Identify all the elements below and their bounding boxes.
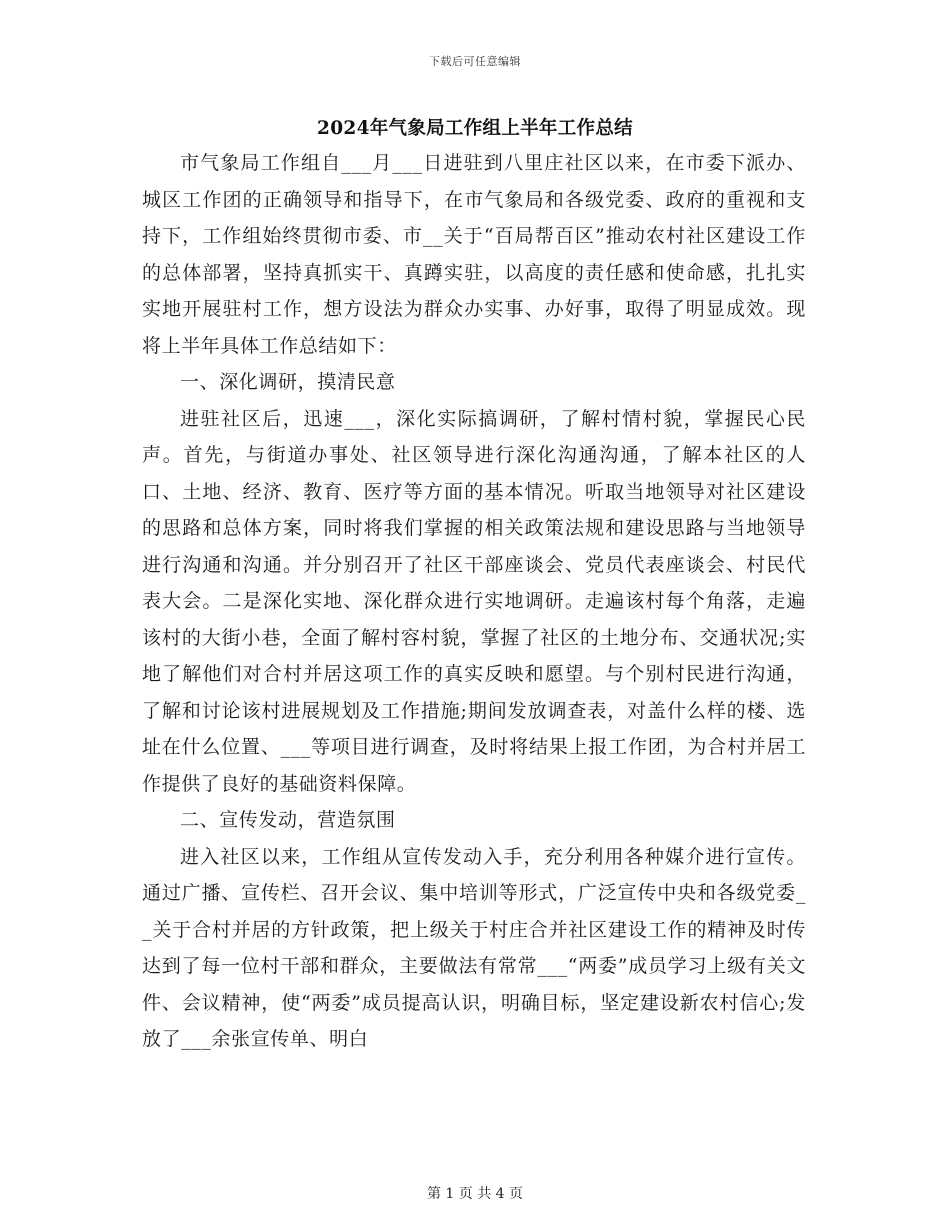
section-paragraph-1: 进驻社区后，迅速___，深化实际搞调研，了解村情村貌，掌握民心民声。首先，与街道办事处、社区领导进行深化沟通沟通，了解本社区的人口、土地、经济、教育、医疗等方面的基本情况。听取当地领导对社区建设的思路和总体方案，同时将我们掌握的相关政策法规和建设思路与当地领导进行沟通和沟通。并分别召开了社区干部座谈会、党员代表座谈会、村民代表大会。二是深化实地、深化群众进行实地调研。走遍该村每个角落，走遍该村的大街小巷，全面了解村容村貌，掌握了社区的土地分布、交通状况;实地了解他们对合村并居这项工作的真实反映和愿望。与个别村民进行沟通，了解和讨论该村进展规划及工作措施;期间发放调查表，对盖什么样的楼、选址在什么位置、___等项目进行调查，及时将结果上报工作团，为合村并居工作提供了良好的基础资料保障。: [142, 407, 806, 795]
section-heading-2: 二、宣传发动，营造氛围: [180, 809, 396, 831]
document-title: 2024年气象局工作组上半年工作总结: [317, 118, 633, 139]
section-heading-1: 一、深化调研，摸清民意: [180, 371, 396, 393]
page-header-note: 下载后可任意编辑: [429, 55, 521, 68]
document-body: [142, 145, 806, 1058]
section-paragraph-2: 进入社区以来，工作组从宣传发动入手，充分利用各种媒介进行宣传。通过广播、宣传栏、召开会议、集中培训等形式，广泛宣传中央和各级党委__关于合村并居的方针政策，把上级关于村庄合并社区建设工作的精神及时传达到了每一位村干部和群众，主要做法有常常___“两委”成员学习上级有关文件、会议精神，使“两委”成员提高认识，明确目标，坚定建设新农村信心;发放了___余张宣传单、明白: [142, 845, 806, 1050]
intro-paragraph: 市气象局工作组自___月___日进驻到八里庄社区以来，在市委下派办、城区工作团的正确领导和指导下，在市气象局和各级党委、政府的重视和支持下，工作组始终贯彻市委、市__关于“百局帮百区”推动农村社区建设工作的总体部署，坚持真抓实干、真蹲实驻，以高度的责任感和使命感，扎扎实实地开展驻村工作，想方设法为群众办实事、办好事，取得了明显成效。现将上半年具体工作总结如下：: [142, 152, 806, 357]
page-number-footer: 第 1 页 共 4 页: [426, 1186, 524, 1202]
